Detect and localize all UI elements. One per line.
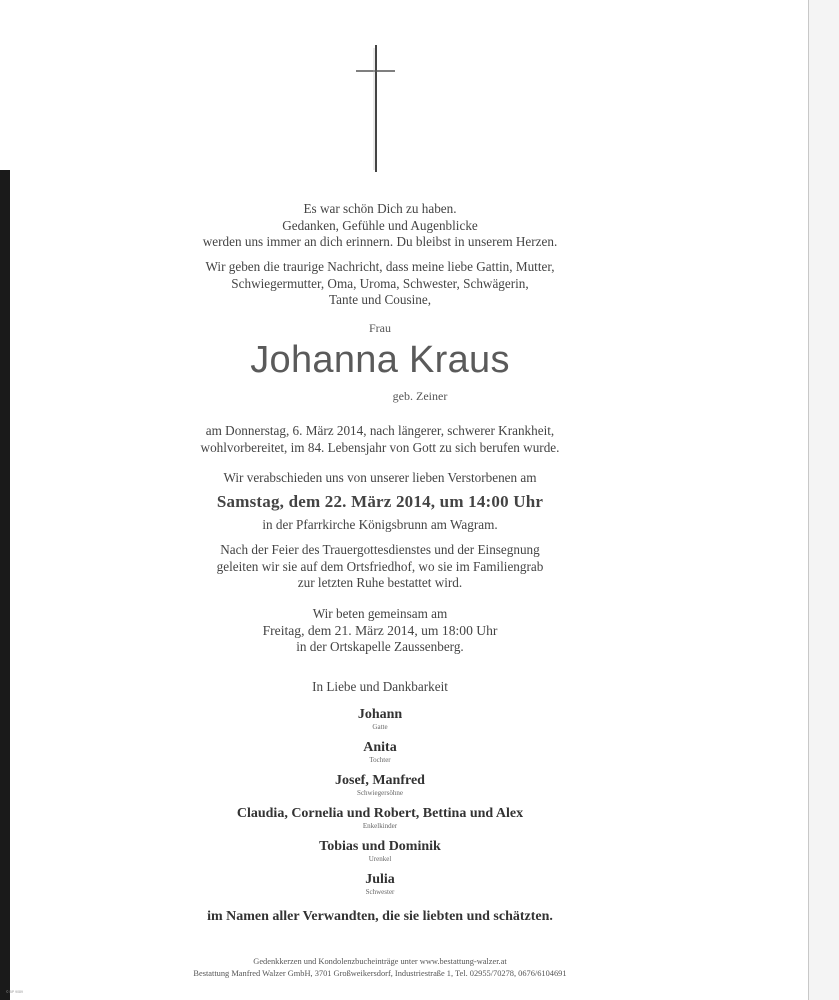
intro-line: Gedanken, Gefühle und Augenblicke	[282, 217, 478, 233]
page-margin-shade	[809, 0, 839, 1000]
deceased-name: Johanna Kraus	[250, 339, 510, 381]
death-line: am Donnerstag, 6. März 2014, nach längerer, schwerer Krankheit,	[205, 423, 555, 438]
announcement-line: Schwiegermutter, Oma, Uroma, Schwester, Schwägerin,	[231, 275, 529, 291]
prayer-date: Freitag, dem 21. März 2014, um 18:00 Uhr	[262, 622, 498, 638]
announcement-line: Wir geben die traurige Nachricht, dass meine liebe Gattin, Mutter,	[205, 259, 555, 274]
mourner-names: Anita	[363, 740, 397, 755]
funeral-date: Samstag, dem 22. März 2014, um 14:00 Uhr	[216, 492, 544, 511]
intro-line: werden uns immer an dich erinnern. Du bleibst in unserem Herzen.	[202, 234, 558, 250]
deceased-title: Frau	[369, 321, 391, 335]
obituary-page	[10, 0, 808, 1000]
funeral-place: in der Pfarrkirche Königsbrunn am Wagram.	[262, 517, 498, 532]
burial-text	[10, 542, 750, 592]
mourner-names: Josef, Manfred	[335, 773, 425, 788]
announcement-line: Tante und Cousine,	[329, 292, 431, 308]
mourner-entry	[10, 838, 750, 864]
footer-condolence-line: Gedenkkerzen und Kondolenzbucheinträge unter www.bestattung-walzer.at	[253, 957, 507, 966]
print-code: © BP 9089	[6, 990, 23, 994]
intro-verse	[10, 201, 750, 251]
footer	[10, 956, 750, 979]
intro-line: Es war schön Dich zu haben.	[303, 201, 457, 216]
mourner-role: Enkelkinder	[362, 822, 398, 830]
announcement-text	[10, 259, 750, 309]
burial-line: Nach der Feier des Trauergottesdienstes und der Einsegnung	[220, 542, 540, 557]
mourners-heading: In Liebe und Dankbarkeit	[312, 679, 448, 694]
burial-line: zur letzten Ruhe bestattet wird.	[297, 575, 463, 591]
death-notice	[10, 423, 750, 456]
mourner-entry	[10, 706, 750, 732]
mourner-names: Julia	[365, 872, 395, 887]
prayer-place: in der Ortskapelle Zaussenberg.	[296, 639, 464, 655]
mourner-role: Urenkel	[368, 855, 392, 863]
death-line: wohlvorbereitet, im 84. Lebensjahr von Gott zu sich berufen wurde.	[200, 439, 560, 455]
prayer-notice	[10, 606, 750, 656]
mourner-entry	[10, 739, 750, 765]
birth-name: geb. Zeiner	[392, 389, 448, 403]
burial-line: geleiten wir sie auf dem Ortsfriedhof, wo sie im Familiengrab	[216, 558, 544, 574]
mourner-role: Schwester	[365, 888, 395, 896]
farewell-intro: Wir verabschieden uns von unserer lieben Verstorbenen am	[223, 470, 537, 485]
mourner-entry	[10, 772, 750, 798]
closing-line: im Namen aller Verwandten, die sie liebten und schätzten.	[207, 909, 553, 924]
footer-company-line: Bestattung Manfred Walzer GmbH, 3701 Großweikersdorf, Industriestraße 1, Tel. 02955/70278, 0676/6104691	[193, 968, 567, 978]
mourner-entry	[10, 871, 750, 897]
mourner-role: Tochter	[369, 756, 391, 764]
mourner-role: Schwiegersöhne	[357, 789, 403, 797]
prayer-intro: Wir beten gemeinsam am	[312, 606, 448, 621]
left-edge-bar	[0, 170, 10, 1000]
mourner-names: Johann	[357, 707, 403, 722]
mourner-names: Claudia, Cornelia und Robert, Bettina und Alex	[236, 806, 524, 821]
mourner-role: Gatte	[372, 723, 388, 731]
cross-icon	[356, 44, 396, 174]
mourner-names: Tobias und Dominik	[319, 839, 441, 854]
mourner-entry	[10, 805, 750, 831]
